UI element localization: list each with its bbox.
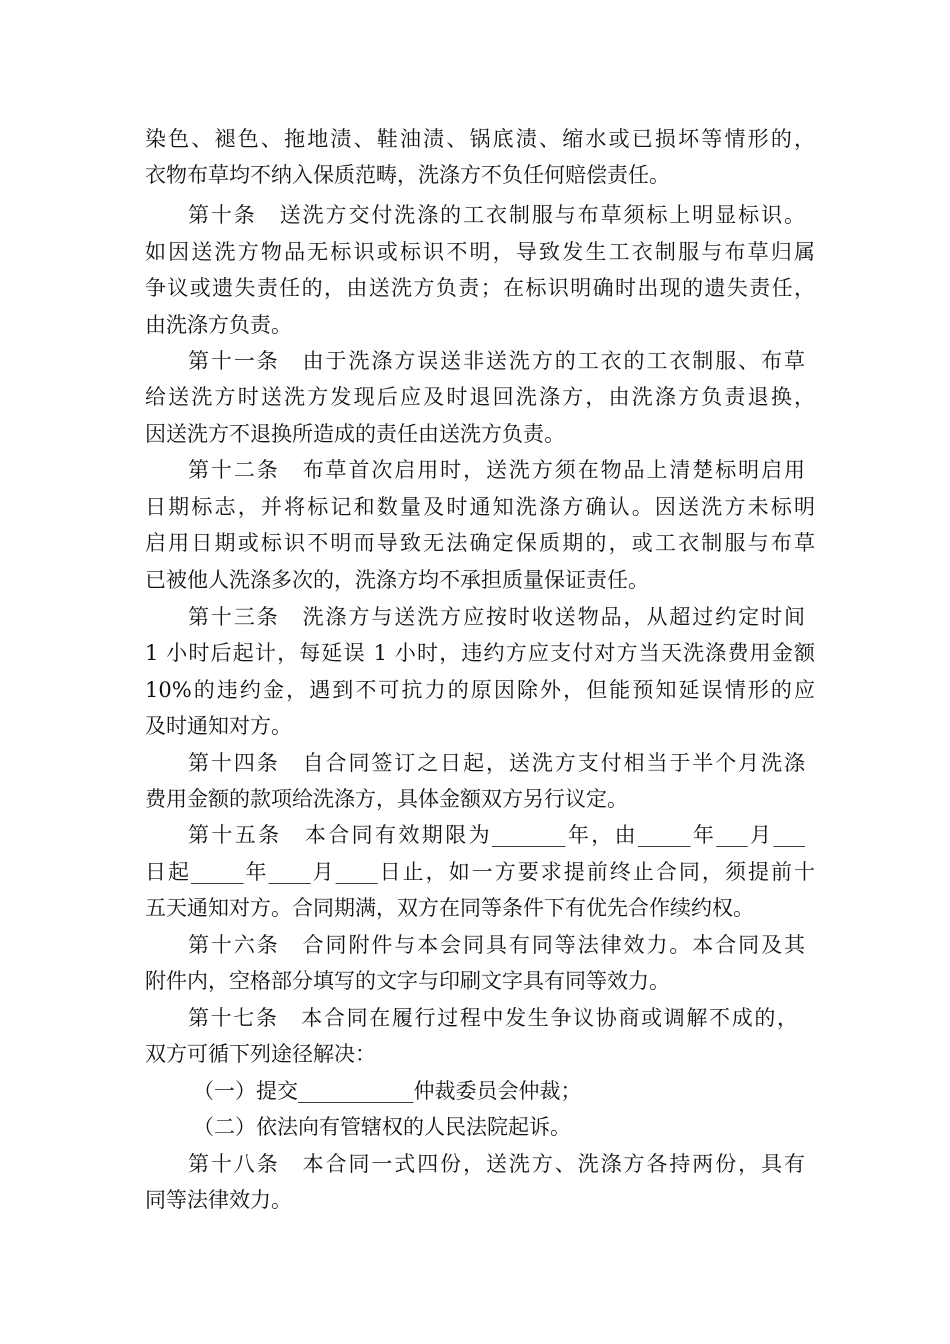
article-14-heading-line: 第十四条 自合同签订之日起，送洗方支付相当于半个月洗涤 [188, 751, 805, 775]
text-line: 启用日期或标识不明而导致无法确定保质期的，或工衣制服与布草 [145, 531, 815, 555]
text-line: 染色、褪色、拖地渍、鞋油渍、锅底渍、缩水或已损坏等情形的， [145, 127, 815, 151]
text-line: 衣物布草均不纳入保质范畴，洗涤方不负任何赔偿责任。 [145, 163, 670, 187]
text-line: 日期标志，并将标记和数量及时通知洗涤方确认。因送洗方未标明 [145, 495, 815, 519]
article-10-heading-line: 第十条 送洗方交付洗涤的工衣制服与布草须标上明显标识。 [188, 203, 805, 227]
resolution-option-2: （二）依法向有管辖权的人民法院起诉。 [193, 1115, 571, 1139]
text-line: 给送洗方时送洗方发现后应及时退回洗涤方，由洗涤方负责退换， [145, 385, 815, 409]
text-line: 由洗涤方负责。 [145, 313, 292, 337]
text-line: 附件内，空格部分填写的文字与印刷文字具有同等效力。 [145, 969, 670, 993]
text-line: 争议或遗失责任的，由送洗方负责；在标识明确时出现的遗失责任， [145, 276, 815, 300]
article-13-heading-line: 第十三条 洗涤方与送洗方应按时收送物品，从超过约定时间 [188, 605, 805, 629]
text-line: 已被他人洗涤多次的，洗涤方均不承担质量保证责任。 [145, 568, 649, 592]
article-17-heading-line: 第十七条 本合同在履行过程中发生争议协商或调解不成的， [188, 1006, 798, 1030]
article-18-heading-line: 第十八条 本合同一式四份，送洗方、洗涤方各持两份，具有 [188, 1152, 805, 1176]
article-12-heading-line: 第十二条 布草首次启用时，送洗方须在物品上清楚标明启用 [188, 458, 805, 482]
text-line: 费用金额的款项给洗涤方，具体金额双方另行议定。 [145, 787, 628, 811]
text-line: 及时通知对方。 [145, 714, 292, 738]
article-16-heading-line: 第十六条 合同附件与本会同具有同等法律效力。本合同及其 [188, 933, 805, 957]
text-line: 五天通知对方。合同期满，双方在同等条件下有优先合作续约权。 [145, 896, 754, 920]
text-line: 1 小时后起计，每延误 1 小时，违约方应支付对方当天洗涤费用金额 [145, 641, 815, 665]
text-line: 同等法律效力。 [145, 1188, 292, 1212]
text-line: 如因送洗方物品无标识或标识不明，导致发生工衣制服与布草归属 [145, 240, 815, 264]
text-line: 10%的违约金，遇到不可抗力的原因除外，但能预知延误情形的应 [145, 678, 815, 702]
text-line: 因送洗方不退换所造成的责任由送洗方负责。 [145, 422, 565, 446]
text-line: 日起_____年____月____日止，如一方要求提前终止合同，须提前十 [145, 860, 815, 884]
article-15-heading-line: 第十五条 本合同有效期限为_______年，由_____年___月___ [188, 823, 805, 847]
resolution-option-1: （一）提交___________仲裁委员会仲裁； [193, 1079, 582, 1103]
article-11-heading-line: 第十一条 由于洗涤方误送非送洗方的工衣的工衣制服、布草 [188, 349, 805, 373]
text-line: 双方可循下列途径解决： [145, 1042, 376, 1066]
